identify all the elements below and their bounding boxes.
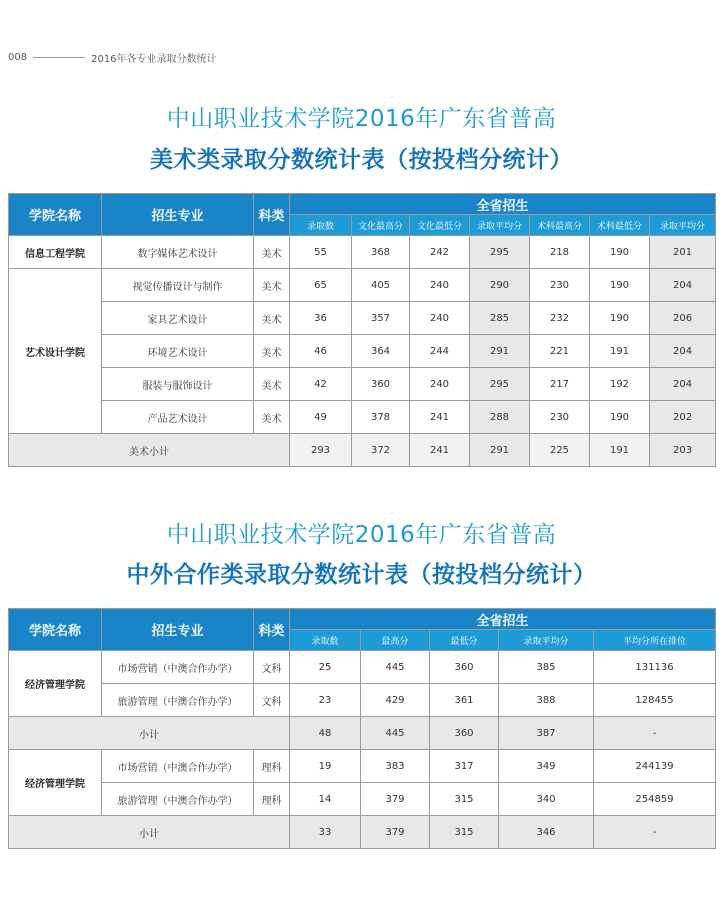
value-cell: 445 xyxy=(361,717,430,750)
value-cell: 240 xyxy=(410,368,470,401)
joint-program-admission-table xyxy=(8,608,716,849)
subtotal-row xyxy=(9,816,716,849)
subheader: 录取数 xyxy=(290,630,361,651)
value-cell: 378 xyxy=(352,401,410,434)
value-cell: 190 xyxy=(590,269,650,302)
subject-cell: 文科 xyxy=(254,651,290,684)
major-cell: 数字媒体艺术设计 xyxy=(102,236,254,269)
value-cell: 25 xyxy=(290,651,361,684)
value-cell: 232 xyxy=(530,302,590,335)
subheader: 录取数 xyxy=(290,215,352,236)
subject-cell: 理科 xyxy=(254,783,290,816)
value-cell: 288 xyxy=(470,401,530,434)
header-major: 招生专业 xyxy=(102,194,254,236)
table-row xyxy=(9,236,716,269)
value-cell: 291 xyxy=(470,434,530,467)
value-cell: 295 xyxy=(470,368,530,401)
table-row xyxy=(9,401,716,434)
value-cell: 290 xyxy=(470,269,530,302)
subject-cell: 美术 xyxy=(254,269,290,302)
section-title: 2016年各专业录取分数统计 xyxy=(91,54,217,65)
subheader: 文化最低分 xyxy=(410,215,470,236)
value-cell: 48 xyxy=(290,717,361,750)
subject-cell: 美术 xyxy=(254,236,290,269)
value-cell: 201 xyxy=(650,236,716,269)
major-cell: 家具艺术设计 xyxy=(102,302,254,335)
table2-title-line2: 中外合作类录取分数统计表（按投档分统计） xyxy=(126,562,597,588)
value-cell: 379 xyxy=(361,816,430,849)
value-cell: 230 xyxy=(530,401,590,434)
subheader: 术科最高分 xyxy=(530,215,590,236)
header-province-group: 全省招生 xyxy=(290,194,716,215)
value-cell: 254859 xyxy=(594,783,716,816)
value-cell: 315 xyxy=(430,783,499,816)
value-cell: 244 xyxy=(410,335,470,368)
value-cell: 291 xyxy=(470,335,530,368)
value-cell: 204 xyxy=(650,368,716,401)
value-cell: 241 xyxy=(410,401,470,434)
value-cell: 240 xyxy=(410,269,470,302)
table-row xyxy=(9,302,716,335)
value-cell: 295 xyxy=(470,236,530,269)
value-cell: 405 xyxy=(352,269,410,302)
subheader: 录取平均分 xyxy=(499,630,594,651)
table-row xyxy=(9,368,716,401)
major-cell: 环境艺术设计 xyxy=(102,335,254,368)
value-cell: 388 xyxy=(499,684,594,717)
value-cell: 42 xyxy=(290,368,352,401)
value-cell: 55 xyxy=(290,236,352,269)
college-cell: 信息工程学院 xyxy=(9,236,102,269)
value-cell: 191 xyxy=(590,434,650,467)
value-cell: 340 xyxy=(499,783,594,816)
value-cell: 360 xyxy=(430,717,499,750)
value-cell: 244139 xyxy=(594,750,716,783)
table1-title-line1: 中山职业技术学院2016年广东省普高 xyxy=(166,106,557,132)
college-cell: 艺术设计学院 xyxy=(9,269,102,434)
subject-cell: 文科 xyxy=(254,684,290,717)
value-cell: 387 xyxy=(499,717,594,750)
value-cell: 225 xyxy=(530,434,590,467)
value-cell: 203 xyxy=(650,434,716,467)
subheader: 最高分 xyxy=(361,630,430,651)
value-cell: 357 xyxy=(352,302,410,335)
header-major: 招生专业 xyxy=(102,609,254,651)
subheader: 平均分所在排位 xyxy=(594,630,716,651)
value-cell: 190 xyxy=(590,236,650,269)
subtotal-label: 小计 xyxy=(9,816,290,849)
value-cell: 360 xyxy=(430,651,499,684)
value-cell: 230 xyxy=(530,269,590,302)
value-cell: 383 xyxy=(361,750,430,783)
value-cell: 218 xyxy=(530,236,590,269)
value-cell: 315 xyxy=(430,816,499,849)
subtotal-label: 美术小计 xyxy=(9,434,290,467)
value-cell: 49 xyxy=(290,401,352,434)
major-cell: 旅游管理（中澳合作办学） xyxy=(102,684,254,717)
table-row xyxy=(9,684,716,717)
value-cell: 204 xyxy=(650,335,716,368)
value-cell: 206 xyxy=(650,302,716,335)
value-cell: 128455 xyxy=(594,684,716,717)
value-cell: 445 xyxy=(361,651,430,684)
value-cell: 46 xyxy=(290,335,352,368)
college-cell: 经济管理学院 xyxy=(9,750,102,816)
value-cell: 190 xyxy=(590,302,650,335)
subtotal-row xyxy=(9,434,716,467)
value-cell: 379 xyxy=(361,783,430,816)
value-cell: - xyxy=(594,717,716,750)
subheader: 最低分 xyxy=(430,630,499,651)
value-cell: 204 xyxy=(650,269,716,302)
value-cell: 36 xyxy=(290,302,352,335)
subject-cell: 美术 xyxy=(254,368,290,401)
value-cell: 364 xyxy=(352,335,410,368)
value-cell: 361 xyxy=(430,684,499,717)
subject-cell: 美术 xyxy=(254,401,290,434)
value-cell: 14 xyxy=(290,783,361,816)
subtotal-label: 小计 xyxy=(9,717,290,750)
subheader: 术科最低分 xyxy=(590,215,650,236)
value-cell: - xyxy=(594,816,716,849)
value-cell: 240 xyxy=(410,302,470,335)
header-college: 学院名称 xyxy=(9,194,102,236)
value-cell: 372 xyxy=(352,434,410,467)
value-cell: 346 xyxy=(499,816,594,849)
value-cell: 221 xyxy=(530,335,590,368)
value-cell: 385 xyxy=(499,651,594,684)
major-cell: 市场营销（中澳合作办学） xyxy=(102,651,254,684)
major-cell: 视觉传播设计与制作 xyxy=(102,269,254,302)
header-subject: 科类 xyxy=(254,609,290,651)
major-cell: 服装与服饰设计 xyxy=(102,368,254,401)
value-cell: 217 xyxy=(530,368,590,401)
major-cell: 产品艺术设计 xyxy=(102,401,254,434)
table-row xyxy=(9,651,716,684)
header-subject: 科类 xyxy=(254,194,290,236)
major-cell: 旅游管理（中澳合作办学） xyxy=(102,783,254,816)
header-divider xyxy=(33,57,85,58)
table-row xyxy=(9,269,716,302)
value-cell: 33 xyxy=(290,816,361,849)
subject-cell: 美术 xyxy=(254,335,290,368)
table-row xyxy=(9,783,716,816)
value-cell: 285 xyxy=(470,302,530,335)
college-cell: 经济管理学院 xyxy=(9,651,102,717)
value-cell: 23 xyxy=(290,684,361,717)
value-cell: 131136 xyxy=(594,651,716,684)
header-province-group: 全省招生 xyxy=(290,609,716,630)
value-cell: 360 xyxy=(352,368,410,401)
art-admission-table xyxy=(8,193,716,467)
table1-title-line2: 美术类录取分数统计表（按投档分统计） xyxy=(150,147,573,173)
subject-cell: 理科 xyxy=(254,750,290,783)
value-cell: 368 xyxy=(352,236,410,269)
value-cell: 65 xyxy=(290,269,352,302)
table2-title-line1: 中山职业技术学院2016年广东省普高 xyxy=(166,522,557,548)
major-cell: 市场营销（中澳合作办学） xyxy=(102,750,254,783)
page-number: 008 xyxy=(8,52,28,63)
value-cell: 202 xyxy=(650,401,716,434)
value-cell: 317 xyxy=(430,750,499,783)
value-cell: 242 xyxy=(410,236,470,269)
subheader: 录取平均分 xyxy=(650,215,716,236)
value-cell: 190 xyxy=(590,401,650,434)
subheader: 录取平均分 xyxy=(470,215,530,236)
table-row xyxy=(9,750,716,783)
page-header xyxy=(8,50,217,65)
table-row xyxy=(9,335,716,368)
subject-cell: 美术 xyxy=(254,302,290,335)
value-cell: 429 xyxy=(361,684,430,717)
value-cell: 349 xyxy=(499,750,594,783)
header-college: 学院名称 xyxy=(9,609,102,651)
value-cell: 192 xyxy=(590,368,650,401)
value-cell: 241 xyxy=(410,434,470,467)
value-cell: 191 xyxy=(590,335,650,368)
subtotal-row xyxy=(9,717,716,750)
subheader: 文化最高分 xyxy=(352,215,410,236)
value-cell: 19 xyxy=(290,750,361,783)
value-cell: 293 xyxy=(290,434,352,467)
